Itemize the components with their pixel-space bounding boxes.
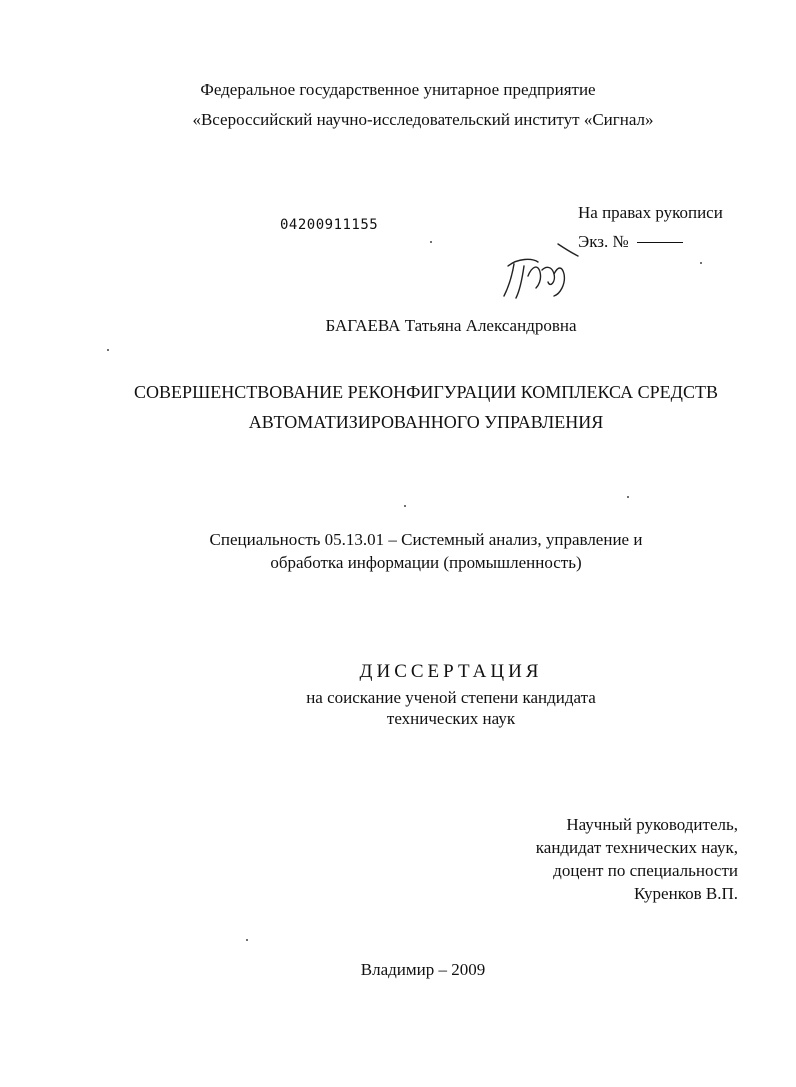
scan-speck (246, 939, 248, 941)
organization-line-1: Федеральное государственное унитарное предприятие (200, 80, 596, 99)
scan-speck (404, 505, 406, 507)
supervisor-line-3: доцент по специальности (553, 861, 738, 880)
manuscript-rights: На правах рукописи (578, 203, 723, 222)
registration-code: 04200911155 (280, 217, 379, 233)
document-type-heading: ДИССЕРТАЦИЯ (359, 661, 543, 682)
scan-speck (627, 496, 629, 498)
degree-line-2: технических наук (386, 709, 516, 728)
organization-line-2: «Всероссийский научно-исследовательский институт «Сигнал» (192, 110, 654, 129)
copy-number-label: Экз. № (578, 232, 629, 251)
dissertation-title-line-1: СОВЕРШЕНСТВОВАНИЕ РЕКОНФИГУРАЦИИ КОМПЛЕКСА СРЕДСТВ (134, 382, 718, 402)
author-name: БАГАЕВА Татьяна Александровна (325, 316, 577, 335)
dissertation-title-line-2: АВТОМАТИЗИРОВАННОГО УПРАВЛЕНИЯ (248, 412, 604, 432)
scan-speck (107, 349, 109, 351)
supervisor-line-2: кандидат технических наук, (535, 838, 738, 857)
copy-number-blank (637, 242, 683, 243)
specialty-line-1: Специальность 05.13.01 – Системный анализ, управление и (209, 530, 643, 549)
specialty-line-2: обработка информации (промышленность) (270, 553, 582, 572)
scan-speck (700, 262, 702, 264)
city-year: Владимир – 2009 (360, 960, 486, 979)
scan-speck (430, 241, 432, 243)
copy-number (578, 232, 683, 252)
supervisor-line-4: Куренков В.П. (634, 884, 738, 903)
degree-line-1: на соискание ученой степени кандидата (306, 688, 596, 707)
supervisor-line-1: Научный руководитель, (566, 815, 738, 834)
handwritten-signature (498, 236, 588, 302)
